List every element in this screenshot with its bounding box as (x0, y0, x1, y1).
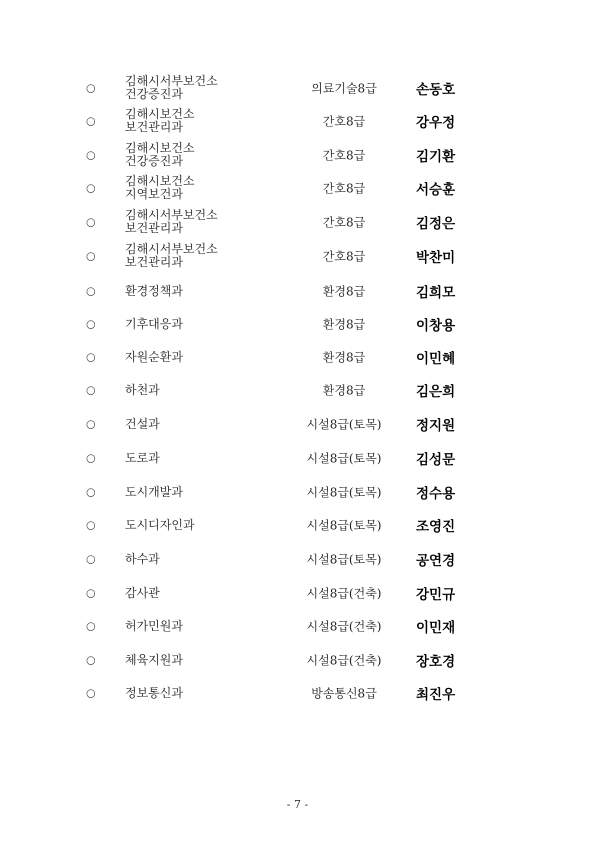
department-line: 도시디자인과 (125, 518, 195, 532)
list-item (0, 106, 595, 136)
bullet-circle-icon: ○ (86, 619, 96, 633)
department-line: 하천과 (125, 383, 160, 397)
department-line: 정보통신과 (125, 686, 183, 700)
department-name (125, 207, 273, 237)
bullet-circle-icon: ○ (86, 181, 96, 195)
person-name: 서승훈 (416, 182, 456, 198)
bullet-circle-icon: ○ (86, 417, 96, 431)
bullet-circle-icon: ○ (86, 317, 96, 331)
person-name: 박찬미 (416, 250, 456, 266)
department-name (125, 409, 273, 439)
department-name (125, 578, 273, 608)
job-grade: 환경8급 (322, 383, 366, 398)
job-grade: 시설8급(토목) (306, 451, 382, 466)
bullet-circle-icon: ○ (86, 586, 96, 600)
person-name: 김기환 (416, 149, 456, 165)
person-name: 정수용 (416, 486, 456, 502)
list-item (0, 73, 595, 103)
list-item (0, 510, 595, 540)
person-name: 강우정 (416, 115, 456, 131)
job-grade: 간호8급 (322, 215, 366, 230)
person-name: 김은희 (416, 384, 456, 400)
department-line: 건설과 (125, 417, 160, 431)
list-item (0, 207, 595, 237)
job-grade: 시설8급(토목) (306, 518, 382, 533)
department-name (125, 276, 273, 306)
job-grade: 환경8급 (322, 284, 366, 299)
department-name (125, 645, 273, 675)
department-line: 건강증진과 (125, 87, 183, 101)
job-grade: 환경8급 (322, 350, 366, 365)
job-grade: 환경8급 (322, 317, 366, 332)
person-name: 강민규 (416, 587, 456, 603)
job-grade: 간호8급 (322, 114, 366, 129)
list-item (0, 309, 595, 339)
bullet-circle-icon: ○ (86, 383, 96, 397)
person-name: 김희모 (416, 285, 456, 301)
department-line: 지역보건과 (125, 187, 183, 201)
person-name: 공연경 (416, 553, 456, 569)
bullet-circle-icon: ○ (86, 518, 96, 532)
department-line: 감사관 (125, 586, 160, 600)
department-line: 보건관리과 (125, 255, 183, 269)
list-item (0, 375, 595, 405)
page-number: - 7 - (286, 798, 309, 811)
department-name (125, 375, 273, 405)
person-name: 장호경 (416, 654, 456, 670)
job-grade: 방송통신8급 (311, 686, 377, 701)
job-grade: 의료기술8급 (311, 81, 377, 96)
department-line: 김해시보건소 (125, 173, 195, 188)
person-name: 이창용 (416, 318, 456, 334)
person-name: 조영진 (416, 519, 456, 535)
list-item (0, 409, 595, 439)
job-grade: 시설8급(건축) (306, 653, 382, 668)
department-line: 환경정책과 (125, 284, 183, 298)
job-grade: 시설8급(토목) (306, 417, 382, 432)
department-name (125, 342, 273, 372)
person-name: 최진우 (416, 687, 456, 703)
department-line: 김해시서부보건소 (125, 241, 218, 256)
department-line: 보건관리과 (125, 120, 183, 134)
department-line: 자원순환과 (125, 350, 183, 364)
bullet-circle-icon: ○ (86, 81, 96, 95)
bullet-circle-icon: ○ (86, 284, 96, 298)
bullet-circle-icon: ○ (86, 552, 96, 566)
job-grade: 간호8급 (322, 181, 366, 196)
list-item (0, 241, 595, 271)
list-item (0, 678, 595, 708)
bullet-circle-icon: ○ (86, 215, 96, 229)
department-line: 도시개발과 (125, 485, 183, 499)
department-name (125, 106, 273, 136)
list-item (0, 544, 595, 574)
department-name (125, 173, 273, 203)
bullet-circle-icon: ○ (86, 485, 96, 499)
department-name (125, 140, 273, 170)
list-item (0, 477, 595, 507)
bullet-circle-icon: ○ (86, 114, 96, 128)
job-grade: 시설8급(토목) (306, 485, 382, 500)
department-name (125, 443, 273, 473)
bullet-circle-icon: ○ (86, 653, 96, 667)
list-item (0, 611, 595, 641)
department-line: 김해시보건소 (125, 106, 195, 121)
department-name (125, 309, 273, 339)
department-line: 기후대응과 (125, 317, 183, 331)
person-name: 이민혜 (416, 351, 456, 367)
person-name: 김정은 (416, 216, 456, 232)
list-item (0, 443, 595, 473)
department-name (125, 510, 273, 540)
department-line: 보건관리과 (125, 221, 183, 235)
job-grade: 시설8급(건축) (306, 619, 382, 634)
department-line: 김해시보건소 (125, 140, 195, 155)
department-line: 도로과 (125, 451, 160, 465)
department-line: 김해시서부보건소 (125, 73, 218, 88)
bullet-circle-icon: ○ (86, 148, 96, 162)
department-name (125, 73, 273, 103)
person-name: 김성문 (416, 452, 456, 468)
person-name: 정지원 (416, 418, 456, 434)
list-item (0, 140, 595, 170)
job-grade: 시설8급(토목) (306, 552, 382, 567)
list-item (0, 578, 595, 608)
bullet-circle-icon: ○ (86, 451, 96, 465)
list-item (0, 645, 595, 675)
list-item (0, 173, 595, 203)
job-grade: 간호8급 (322, 148, 366, 163)
department-line: 허가민원과 (125, 619, 183, 633)
department-line: 하수과 (125, 552, 160, 566)
department-line: 체육지원과 (125, 653, 183, 667)
list-item (0, 276, 595, 306)
person-name: 이민재 (416, 620, 456, 636)
department-name (125, 544, 273, 574)
job-grade: 시설8급(건축) (306, 586, 382, 601)
bullet-circle-icon: ○ (86, 686, 96, 700)
department-line: 김해시서부보건소 (125, 207, 218, 222)
job-grade: 간호8급 (322, 249, 366, 264)
bullet-circle-icon: ○ (86, 249, 96, 263)
person-name: 손동호 (416, 82, 456, 98)
bullet-circle-icon: ○ (86, 350, 96, 364)
department-name (125, 241, 273, 271)
list-item (0, 342, 595, 372)
department-line: 건강증진과 (125, 154, 183, 168)
department-name (125, 477, 273, 507)
department-name (125, 611, 273, 641)
department-name (125, 678, 273, 708)
